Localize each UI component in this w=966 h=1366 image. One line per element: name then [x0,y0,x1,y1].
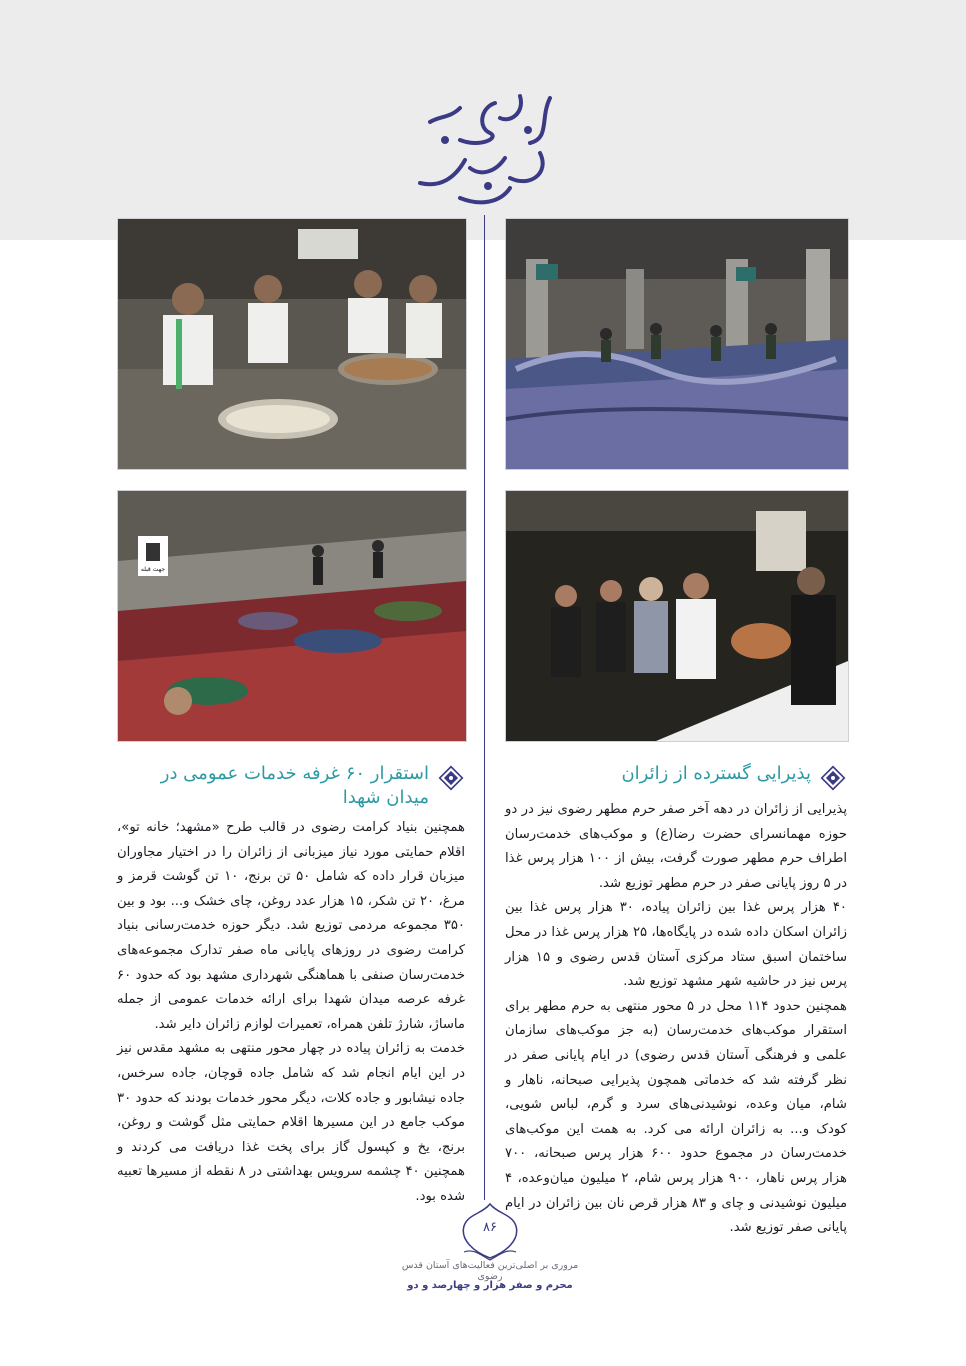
footer-subtitle: مروری بر اصلی‌ترین فعالیت‌های آستان قدس رضوی [401,1260,579,1282]
article-left-column [117,762,465,1210]
paragraph: خدمت به زائران پیاده در چهار محور منتهی به مشهد مقدس نیز در این ایام انجام شد که شامل جاده قوچان، جاده سرخس، جاده نیشابور و جاده کلات، دیگر محور خدمات بودند که حدود ۳۰ موکب جامع در این مسیرها اقلام حمایتی مثل گوشت و روغن، برنج، یخ و کپسول گاز برای پخت غذا دریافت می کردند و همچنین ۴۰ چشمه سرویس بهداشتی در ۸ نقطه از مسیرها تعبیه شده بود. [117,1041,465,1204]
footer-date: محرم و صفر هزار و چهارصد و دو [407,1280,573,1291]
photo-food-distribution [505,490,849,742]
paragraph: ۴۰ هزار پرس غذا بین زائران پیاده، ۳۰ هزار پرس غذا بین زائران اسکان داده شده در پایگاه‌ها، ۲۵ هزار پرس غذا در محل ساختمان اسبق ستاد مرکزی آستان قدس رضوی و ۱۵ هزار پرس نیز در حاشیه شهر مشهد توزیع شد. [505,900,848,990]
logo-text: متن خادم رواق [402,216,409,217]
paragraph: همچنین بنیاد کرامت رضوی در قالب طرح «مشهد؛ خانه تو»، اقلام حمایتی مورد نیاز میزبانی از زائران را در اختیار مجاوران میزبان قرار داده که شامل ۵۰ تن برنج، ۱۰ تن گوشت قرمز و مرغ، ۲۰ تن شکر، ۱۵ هزار عدد روغن، چای خشک و... بود و بین ۳۵۰ مجموعه مردمی توزیع شد. دیگر حوزه خدمت‌رسانی بنیاد کرامت رضوی در روزهای پایانی ماه صفر تدارک مجموعه‌های خدمت‌رسان صنفی با هماهنگی شهرداری مشهد بود که حدود ۶۰ غرفه عرصه میدان شهدا برای ارائه خدمات عمومی از جمله ماساژ، شارژ تلفن همراه، تعمیرات لوازم زائران دایر شد. [117,820,465,1032]
section-title: پذیرایی گسترده از زائران [621,763,811,784]
page-number: ۸۶ [483,1220,497,1235]
photo-cooking-pots [117,218,467,470]
section-title: استقرار ۶۰ غرفه خدمات عمومی در میدان شهدا [160,763,429,808]
ornament-icon [819,764,847,792]
center-divider [484,215,485,1200]
photo-sleeping-pilgrims [117,490,467,742]
calligraphy-logo [400,78,575,218]
section-heading-reception [505,762,847,792]
page-footer [395,1200,585,1320]
ornament-icon [437,764,465,792]
qibla-sign-text: جهت قبله [140,566,166,573]
photo-carpets-hall [505,218,849,470]
paragraph: پذیرایی از زائران در دهه آخر صفر حرم مطهر رضوی نیز در دو حوزه مهمانسرای حضرت رضا(ع) و موکب‌های خدمت‌رسان اطراف حرم مطهر صورت گرفت، بیش از ۱۰۰ هزار پرس غذا در ۵ روز پایانی صفر در حرم مطهر توزیع شد. [505,802,847,891]
section-heading-booths [117,762,465,810]
paragraph: همچنین حدود ۱۱۴ محل در ۵ محور منتهی به حرم مطهر برای استقرار موکب‌های خدمت‌رسان (به جز موکب‌های سازمان علمی و فرهنگی آستان قدس رضوی) در ایام پایانی صفر در نظر گرفته شد که خدماتی همچون پذیرایی صبحانه، ناهار و شام، میان وعده، نوشیدنی‌های سرد و گرم، لباس شویی، کودک و... به زائران ارائه می کرد. به همت این موکب‌های خدمت‌رسان در مجموع حدود ۶۰۰ هزار پرس صبحانه، ۷۰۰ هزار پرس ناهار، ۹۰۰ هزار پرس شام، ۲ میلیون میان‌وعده، ۴ میلیون نوشیدنی و چای و ۸۳ هزار قرص نان بین زائران در ایام پایانی صفر توزیع شد. [505,998,848,1236]
logo-icon [400,78,575,218]
article-right-column [505,762,847,1241]
